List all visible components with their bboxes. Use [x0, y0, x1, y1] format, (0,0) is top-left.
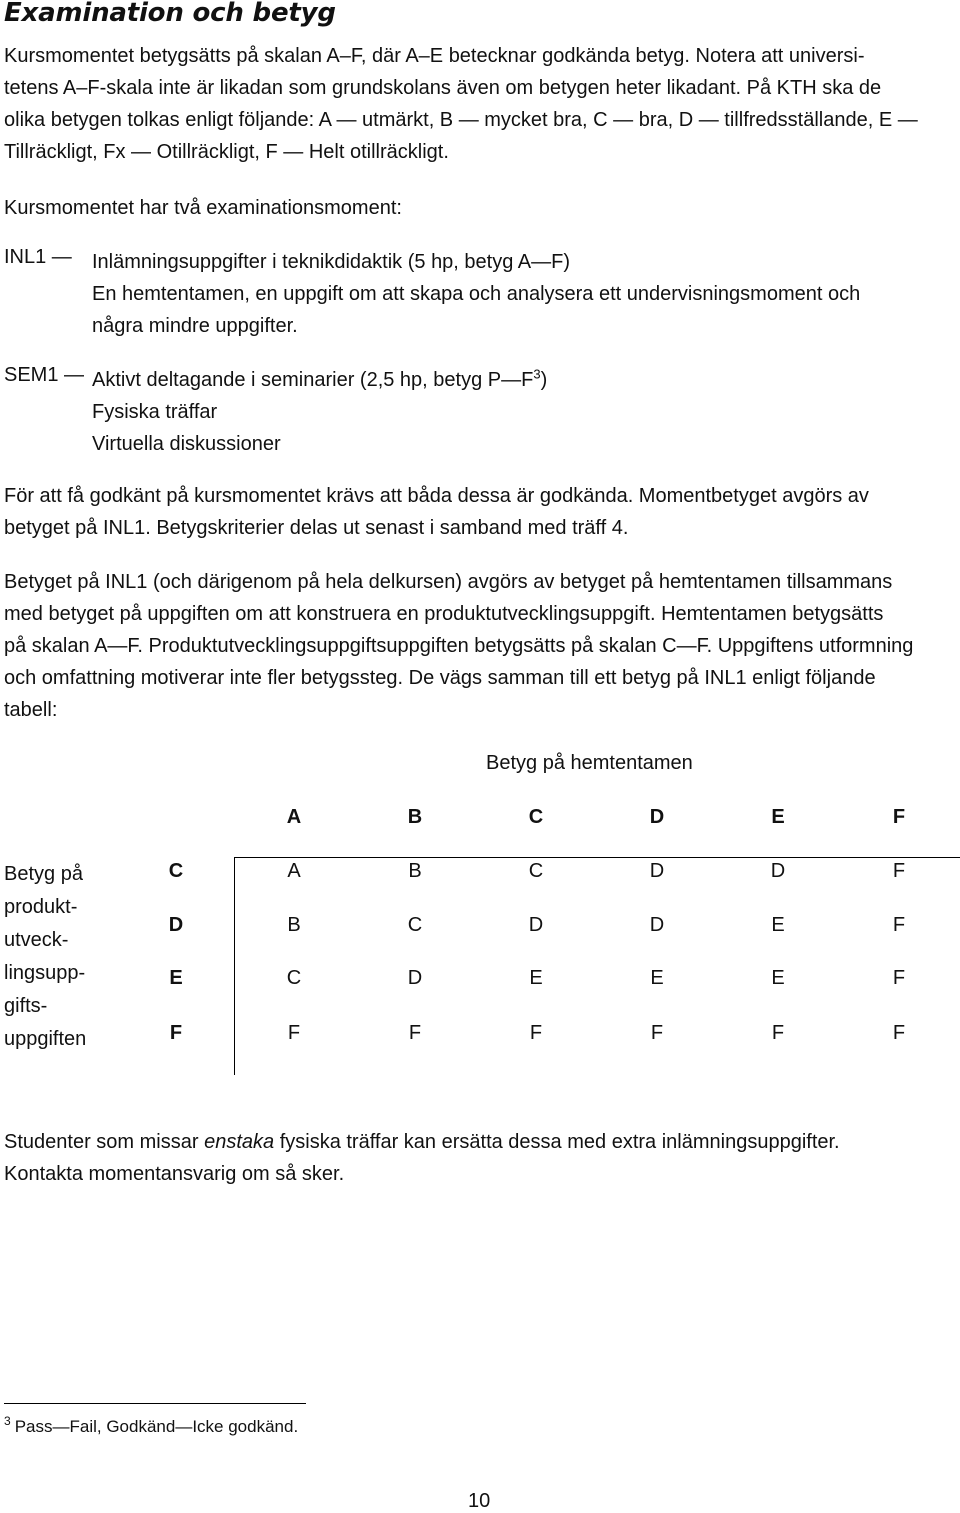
column-header: F [892, 806, 906, 828]
column-header: D [649, 806, 665, 828]
row-axis-label-line: lingsupp- [4, 962, 86, 984]
footnote-text: Pass—Fail, Godkänd—Icke godkänd. [14, 1417, 299, 1436]
module-line: Virtuella diskussioner [92, 433, 281, 455]
module-line: Inlämningsuppgifter i teknikdidaktik (5 hp, betyg A—F) [92, 251, 571, 273]
module-line: Fysiska träffar [92, 401, 218, 423]
table-cell: F [892, 914, 906, 936]
table-top-rule [234, 857, 960, 858]
row-header: C [168, 860, 184, 882]
row-axis-label-line: utveck- [4, 929, 69, 951]
closing-paragraph [4, 1126, 840, 1190]
table-cell: F [408, 1022, 422, 1044]
row-axis-label-line: Betyg på [4, 863, 83, 885]
closing-emphasis: enstaka [204, 1131, 275, 1153]
table-cell: D [649, 914, 665, 936]
table-cell: B [408, 860, 422, 882]
module-description-sem1 [92, 364, 547, 460]
module-code-inl1: INL1 — [4, 246, 72, 268]
grade-line: Betyget på INL1 (och därigenom på hela delkursen) avgörs av betyget på hemtentamen tillsammans [4, 571, 893, 593]
module-line: några mindre uppgifter. [92, 315, 298, 337]
intro-line: Kursmomentet betygsätts på skalan A–F, där A–E betecknar godkända betyg. Notera att universi- [4, 45, 865, 67]
table-cell: A [287, 860, 301, 882]
table-cell: D [649, 860, 665, 882]
module-description-inl1 [92, 246, 860, 342]
table-cell: F [892, 860, 906, 882]
row-axis-label-line: gifts- [4, 995, 48, 1017]
column-header: E [771, 806, 785, 828]
table-cell: C [528, 860, 544, 882]
table-cell: E [650, 967, 664, 989]
pass-line: För att få godkänt på kursmomentet krävs att båda dessa är godkända. Momentbetyget avgörs av [4, 485, 869, 507]
table-cell: C [286, 967, 302, 989]
row-axis-label-line: uppgiften [4, 1028, 87, 1050]
grade-line: på skalan A—F. Produktutvecklingsuppgiftsuppgiften betygsätts på skalan C—F. Uppgiftens utformning [4, 635, 914, 657]
table-cell: F [892, 1022, 906, 1044]
table-cell: F [650, 1022, 664, 1044]
intro-paragraph [4, 40, 918, 168]
intro-line: olika betygen tolkas enligt följande: A — utmärkt, B — mycket bra, C — bra, D — tillfredsställande, E — [4, 109, 918, 131]
row-header: E [169, 967, 183, 989]
module-first-line: Aktivt deltagande i seminarier (2,5 hp, betyg P—F [92, 369, 534, 391]
table-cell: D [528, 914, 544, 936]
footnote-reference: 3 [533, 366, 541, 382]
pass-line: betyget på INL1. Betygskriterier delas ut senast i samband med träff 4. [4, 517, 629, 539]
grade-paragraph [4, 566, 913, 726]
table-cell: F [892, 967, 906, 989]
closing-line [4, 1126, 840, 1158]
intro-line: tetens A–F-skala inte är likadan som grundskolans även om betygen heter likadant. På KTH ska de [4, 77, 882, 99]
footnote-mark: 3 [4, 1414, 11, 1429]
page-number: 10 [468, 1490, 491, 1512]
table-header: Betyg på hemtentamen [486, 752, 693, 774]
closing-text: Studenter som missar [4, 1131, 205, 1153]
table-cell: D [407, 967, 423, 989]
grade-line: och omfattning motiverar inte fler betygssteg. De vägs samman till ett betyg på INL1 enligt följande [4, 667, 876, 689]
row-header: F [169, 1022, 183, 1044]
section-title: Examination och betyg [4, 0, 336, 28]
footnote-separator [4, 1403, 306, 1404]
table-cell: E [529, 967, 543, 989]
module-first-line-end: ) [540, 369, 548, 391]
row-header: D [168, 914, 184, 936]
column-header: A [286, 806, 302, 828]
grade-line: med betyget på uppgiften om att konstruera en produktutvecklingsuppgift. Hemtentamen betygsätts [4, 603, 884, 625]
table-cell: E [771, 914, 785, 936]
column-header: B [407, 806, 423, 828]
module-code-sem1: SEM1 — [4, 364, 85, 386]
pass-paragraph [4, 480, 869, 544]
grade-line: tabell: [4, 699, 58, 721]
table-cell: F [287, 1022, 301, 1044]
row-axis-label-line: produkt- [4, 896, 78, 918]
module-line: En hemtentamen, en uppgift om att skapa och analysera ett undervisningsmoment och [92, 283, 861, 305]
closing-line: Kontakta momentansvarig om så sker. [4, 1163, 345, 1185]
table-cell: E [771, 967, 785, 989]
table-left-rule [234, 857, 235, 1075]
table-cell: C [407, 914, 423, 936]
row-axis-label [4, 858, 86, 1056]
column-header: C [528, 806, 544, 828]
moments-intro: Kursmomentet har två examinationsmoment: [4, 197, 402, 219]
table-cell: F [771, 1022, 785, 1044]
table-cell: D [770, 860, 786, 882]
table-cell: B [287, 914, 301, 936]
table-cell: F [529, 1022, 543, 1044]
intro-line: Tillräckligt, Fx — Otillräckligt, F — Helt otillräckligt. [4, 141, 449, 163]
closing-text: fysiska träffar kan ersätta dessa med extra inlämningsuppgifter. [274, 1131, 840, 1153]
footnote [4, 1414, 299, 1437]
module-line [92, 364, 547, 396]
